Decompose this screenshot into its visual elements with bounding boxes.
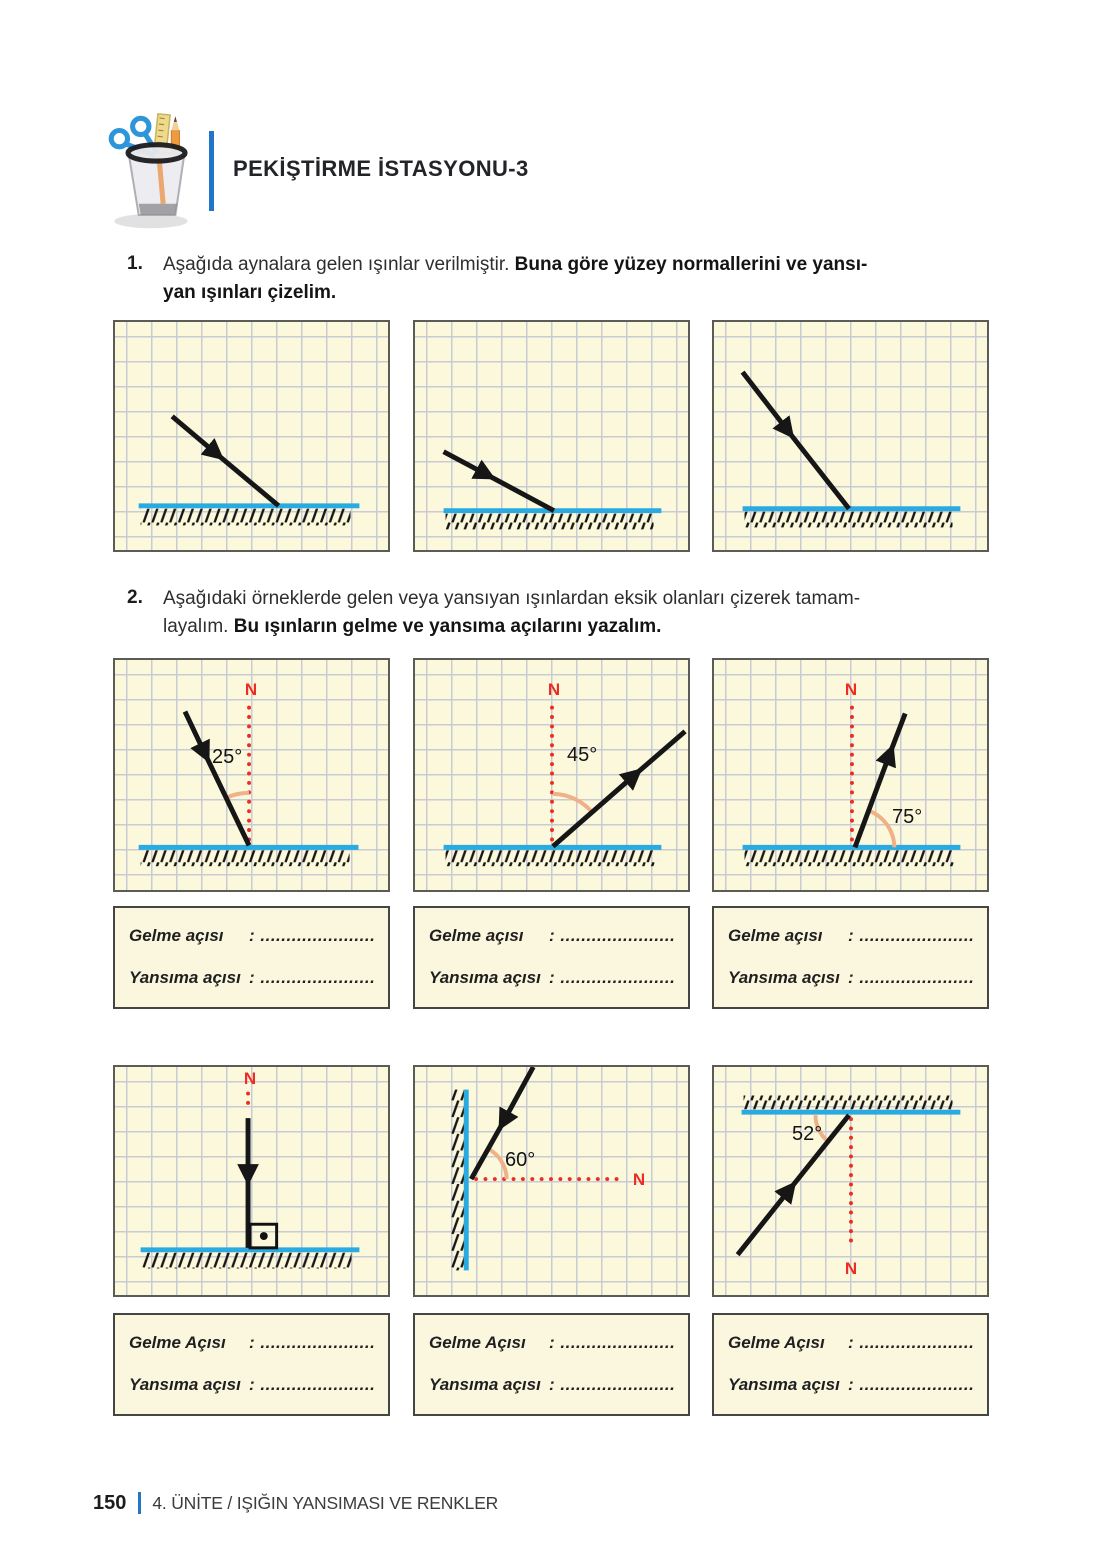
angle-label: 52° <box>792 1123 823 1145</box>
angle-label: 60° <box>505 1149 536 1171</box>
mirror-hatching <box>745 850 954 866</box>
angle-label: 45° <box>567 744 598 766</box>
yansima-dots: : ...................... <box>549 968 676 987</box>
answer-box-q2-2 <box>413 906 690 1009</box>
question2-text <box>163 585 860 641</box>
panel-q2-25deg <box>113 658 390 892</box>
yansima-label: Yansıma açısı <box>728 968 840 987</box>
yansima-label: Yansıma açısı <box>429 968 541 987</box>
panel-q2-perpendicular-figure <box>115 1067 388 1295</box>
gelme-row <box>728 1333 977 1353</box>
normal-label: N <box>244 680 258 699</box>
answer-box-q2-3 <box>712 906 989 1009</box>
mirror-hatching <box>744 1096 953 1110</box>
mirror-hatching <box>143 1253 352 1269</box>
yansima-dots: : ...................... <box>249 1375 376 1394</box>
panel-q1-right <box>712 320 989 552</box>
panel-q2-60deg <box>413 1065 690 1297</box>
gelme-dots: : ...................... <box>848 1333 975 1352</box>
angle-arc <box>869 811 895 848</box>
gelme-label: Gelme açısı <box>728 926 823 945</box>
panel-q2-45deg <box>413 658 690 892</box>
yansima-row <box>129 1375 378 1395</box>
incident-ray <box>185 712 249 846</box>
yansima-row <box>429 968 678 988</box>
page-number: 150 <box>93 1491 127 1514</box>
answer-box-q2-4 <box>113 1313 390 1416</box>
yansima-label: Yansıma açısı <box>429 1375 541 1394</box>
gelme-row <box>129 926 378 946</box>
normal-label: N <box>547 680 561 699</box>
gelme-dots: : ...................... <box>249 926 376 945</box>
gelme-dots: : ...................... <box>848 926 975 945</box>
angle-label: 75° <box>892 806 923 828</box>
incident-ray <box>743 372 849 509</box>
yansima-row <box>728 1375 977 1395</box>
gelme-dots: : ...................... <box>549 926 676 945</box>
gelme-row <box>728 926 977 946</box>
yansima-dots: : ...................... <box>848 968 975 987</box>
yansima-row <box>129 968 378 988</box>
panel-q1-middle-figure <box>415 322 688 550</box>
yansima-dots: : ...................... <box>549 1375 676 1394</box>
gelme-row <box>129 1333 378 1353</box>
question2-line1-regular: Aşağıdaki örneklerde gelen veya yansıyan ışınlardan eksik olanları çizerek tamam- <box>163 588 861 609</box>
yansima-label: Yansıma açısı <box>129 968 241 987</box>
gelme-dots: : ...................... <box>249 1333 376 1352</box>
normal-label: N <box>844 680 858 699</box>
panel-q1-middle <box>413 320 690 552</box>
header-accent-bar <box>209 131 214 211</box>
page-footer <box>93 1490 498 1516</box>
angle-arc <box>488 1149 507 1179</box>
yansima-row <box>429 1375 678 1395</box>
gelme-label: Gelme Açısı <box>429 1333 526 1352</box>
question1-line2-bold: yan ışınları çizelim. <box>163 282 337 303</box>
footer-divider-bar <box>138 1492 141 1514</box>
mirror-hatching <box>446 850 655 866</box>
question1-line1-bold: Buna göre yüzey normallerini ve yansı- <box>514 254 868 275</box>
panel-q1-left <box>113 320 390 552</box>
question1-text <box>163 251 867 307</box>
gelme-dots: : ...................... <box>549 1333 676 1352</box>
panel-q2-52deg <box>712 1065 989 1297</box>
yansima-dots: : ...................... <box>848 1375 975 1394</box>
page-title: PEKİŞTİRME İSTASYONU-3 <box>233 156 529 181</box>
panel-q1-right-figure <box>714 322 987 550</box>
answer-box-q2-6 <box>712 1313 989 1416</box>
panel-q1-left-figure <box>115 322 388 550</box>
incident-ray <box>172 416 278 505</box>
incident-ray <box>444 452 554 511</box>
question1-line1-regular: Aşağıda aynalara gelen ışınlar verilmiştir. <box>163 254 515 275</box>
gelme-row <box>429 926 678 946</box>
question1-number: 1. <box>127 253 143 274</box>
gelme-row <box>429 1333 678 1353</box>
mirror-hatching <box>745 512 953 528</box>
gelme-label: Gelme açısı <box>129 926 224 945</box>
panel-q2-perpendicular <box>113 1065 390 1297</box>
answer-box-q2-1 <box>113 906 390 1009</box>
yansima-label: Yansıma açısı <box>129 1375 241 1394</box>
mirror-hatching <box>450 1090 464 1271</box>
pencil-cup-icon <box>98 102 210 230</box>
mirror-hatching <box>446 514 654 530</box>
mirror-hatching <box>141 850 350 866</box>
angle-arc <box>553 794 592 813</box>
gelme-label: Gelme Açısı <box>129 1333 226 1352</box>
question2-line2-bold: Bu ışınların gelme ve yansıma açılarını yazalım. <box>233 616 662 637</box>
answer-box-q2-5 <box>413 1313 690 1416</box>
mirror-hatching <box>141 509 351 526</box>
angle-arc <box>226 793 249 798</box>
gelme-label: Gelme açısı <box>429 926 524 945</box>
normal-label: N <box>243 1069 257 1088</box>
question2-number: 2. <box>127 587 143 608</box>
panel-q2-75deg <box>712 658 989 892</box>
normal-label: N <box>844 1259 858 1278</box>
yansima-dots: : ...................... <box>249 968 376 987</box>
normal-label: N <box>632 1170 646 1189</box>
yansima-row <box>728 968 977 988</box>
gelme-label: Gelme Açısı <box>728 1333 825 1352</box>
yansima-label: Yansıma açısı <box>728 1375 840 1394</box>
right-angle-dot <box>260 1232 268 1240</box>
question2-line2-regular: layalım. <box>163 616 234 637</box>
angle-label: 25° <box>212 746 243 768</box>
footer-unit-title: 4. ÜNİTE / IŞIĞIN YANSIMASI VE RENKLER <box>152 1492 499 1513</box>
